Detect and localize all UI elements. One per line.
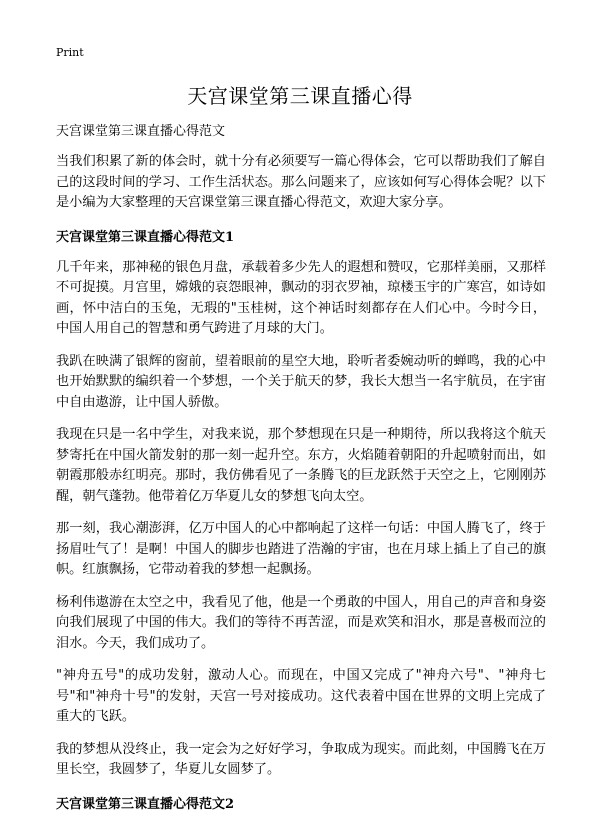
article-subtitle: 天宫课堂第三课直播心得范文 xyxy=(56,124,226,139)
paragraph: "神舟五号"的成功发射，激动人心。而现在，中国又完成了"神舟六号"、"神舟七号"和"神舟十号"的发射，天宫一号对接成功。这代表着中国在世界的文明上完成了重大的飞跃。 xyxy=(56,668,546,724)
paragraph: 我现在只是一名中学生，对我来说，那个梦想现在只是一种期待，所以我将这个航天梦寄托在中国火箭发射的那一刻一起升空。东方，火焰随着朝阳的升起喷射而出，如朝霞那般赤红明亮。那时，我仿佛看见了一条腾飞的巨龙跃然于天空之上，它刚刚苏醒，朝气蓬勃。他带着亿万华夏儿女的梦想飞向太空。 xyxy=(56,427,546,504)
paragraph: 我趴在映满了银辉的窗前，望着眼前的星空大地，聆听者委婉动听的蝉鸣，我的心中也开始默默的编织着一个梦想，一个关于航天的梦，我长大想当一名宇航员，在宇宙中自由遨游，让中国人骄傲。 xyxy=(56,353,546,410)
intro-paragraph: 当我们积累了新的体会时，就十分有必须要写一篇心得体会，它可以帮助我们了解自己的这段时间的学习、工作生活状态。那么问题来了，应该如何写心得体会呢？以下是小编为大家整理的天宫课堂第三课直播心得范文，欢迎大家分享。 xyxy=(56,154,546,210)
article-body xyxy=(56,122,546,825)
paragraph: 几千年来，那神秘的银色月盘，承载着多少先人的遐想和赞叹，它那样美丽，又那样不可捉摸。月宫里，嫦娥的哀怨眼神，飘动的羽衣罗袖，琼楼玉宇的广寒宫，如诗如画，怀中洁白的玉兔，无瑕的"玉桂树，这个神话时刻都存在人们心中。今时今日，中国人用自己的智慧和勇气跨进了月球的大门。 xyxy=(56,259,546,336)
paragraph: 我的梦想从没终止，我一定会为之好好学习，争取成为现实。而此刻，中国腾飞在万里长空，我圆梦了，华夏儿女圆梦了。 xyxy=(56,741,546,777)
section-heading: 天宫课堂第三课直播心得范文1 xyxy=(56,229,235,245)
page-title: 天宫课堂第三课直播心得 xyxy=(187,84,413,108)
paragraph: 那一刻，我心潮澎湃，亿万中国人的心中都响起了这样一句话：中国人腾飞了，终于扬眉吐气了！是啊！中国人的脚步也踏进了浩瀚的宇宙，也在月球上插上了自己的旗帜。红旗飘扬，它带动着我的梦想一起飘扬。 xyxy=(56,521,546,577)
section-heading: 天宫课堂第三课直播心得范文2 xyxy=(56,796,235,812)
print-link[interactable]: Print xyxy=(56,46,84,59)
paragraph: 杨利伟遨游在太空之中，我看见了他，他是一个勇敢的中国人，用自己的声音和身姿向我们展现了中国的伟大。我们的等待不再苦涩，而是欢笑和泪水，那是喜极而泣的泪水。今天，我们成功了。 xyxy=(56,594,546,651)
